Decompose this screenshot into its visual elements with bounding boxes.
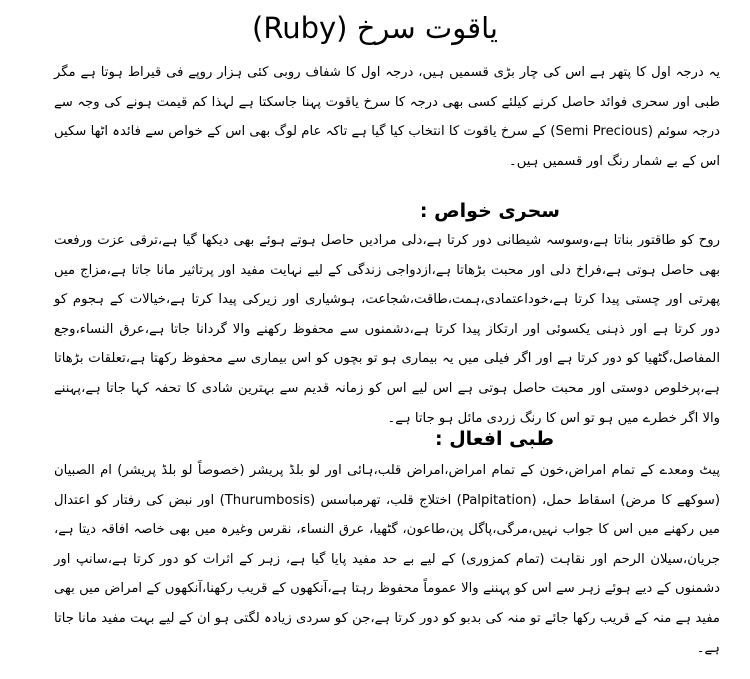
medical-effects-paragraph: پیٹ ومعدے کے تمام امراض،خون کے تمام امراض،امراض قلب،ہائی اور لو بلڈ پریشر (خصوصاً لو بلڈ پریشر) ام الصبیان (سوکھے کا مرض) اسقاط حمل، (Palpitation) اختلاج قلب، تھرمباسس (Thurumbosis) اور نبض کی رفتار کو اعتدال میں رکھنے میں اس کا جواب نہیں،مرگی،پاگل پن،طاعون، گٹھیا، عرق النساء، نقرس وغیرہ میں بھی خاصہ افاقہ دیتا ہے، جریان،سیلان الرحم اور نقاہت (تمام کمزوری) کے لیے بے حد مفید پایا گیا ہے، زہر کے اثرات کو دور کرتا ہے،سانپ اور دشمنوں کے دیے ہوئے زہر سے اس کو پہننے والا عموماً محفوظ رہتا ہے،آنکھوں کے قریب رکھنا،آنکھوں کے امراض میں بھی مفید ہے منہ کے قریب رکھا جائے تو منہ کی بدبو کو دور کرتا ہے،جن کو سردی زیادہ لگتی ہو ان کے لیے بہت مفید مانا جاتا ہے۔ [54, 463, 721, 656]
spiritual-properties-paragraph: روح کو طاقتور بناتا ہے،وسوسہ شیطانی دور کرتا ہے،دلی مرادیں حاصل ہوتے ہوئے بھی دیکھا گیا ہے،ترقی عزت ورفعت بھی حاصل ہوتی ہے،فراخ دلی اور محبت بڑھاتا ہے،ازدواجی زندگی کے لیے نہایت مفید اور پرتاثیر مانا جاتا ہے،مزاج میں پھرتی اور چستی پیدا کرتا ہے،خوداعتمادی،ہمت،طاقت،شجاعت، ہوشیاری اور زیرکی پیدا کرتا ہے،خیالات کے ہجوم کو دور کرتا ہے اور ذہنی یکسوئی اور ارتکاز پیدا کرتا ہے،دشمنوں سے محفوظ رکھنے والا گردانا جاتا ہے،عرق النساء،وجع المفاصل،گٹھیا کو دور کرتا ہے اور اگر فیلی میں یہ بیماری ہو تو بچوں کو اس بیماری سے محفوظ رکھتا ہے،تعلقات بڑھاتا ہے،پرخلوص دوستی اور محبت حاصل ہوتی ہے اس لیے اس کو زمانہ قدیم سے بہترین شادی کا تحفہ کہا جاتا ہے،پہننے والا اگر خطرے میں ہو تو اس کا رنگ زردی مائل ہو جاتا ہے۔ [54, 233, 720, 426]
section-heading-medical-effects: طبی افعال : [434, 428, 554, 450]
page-title: یاقوت سرخ (Ruby) [252, 11, 498, 45]
section-heading-spiritual-properties: سحری خواص : [419, 200, 560, 222]
intro-paragraph: یہ درجہ اول کا پتھر ہے اس کی چار بڑی قسمیں ہیں، درجہ اول کا شفاف روبی کئی ہزار روپے فی قیراط ہوتا ہے مگر طبی اور سحری فوائد حاصل کرنے کیلئے کسی بھی درجہ کا سرخ یاقوت پہنا جاسکتا ہے لہذا کم قیمت ہونے کی وجہ سے درجہ سوئم (Semi Precious) کے سرخ یاقوت کا انتخاب کیا گیا ہے تاکہ عام لوگ بھی اس کے خواص سے فائدہ اٹھا سکیں اس کے بے شمار رنگ اور قسمیں ہیں۔ [54, 65, 720, 169]
